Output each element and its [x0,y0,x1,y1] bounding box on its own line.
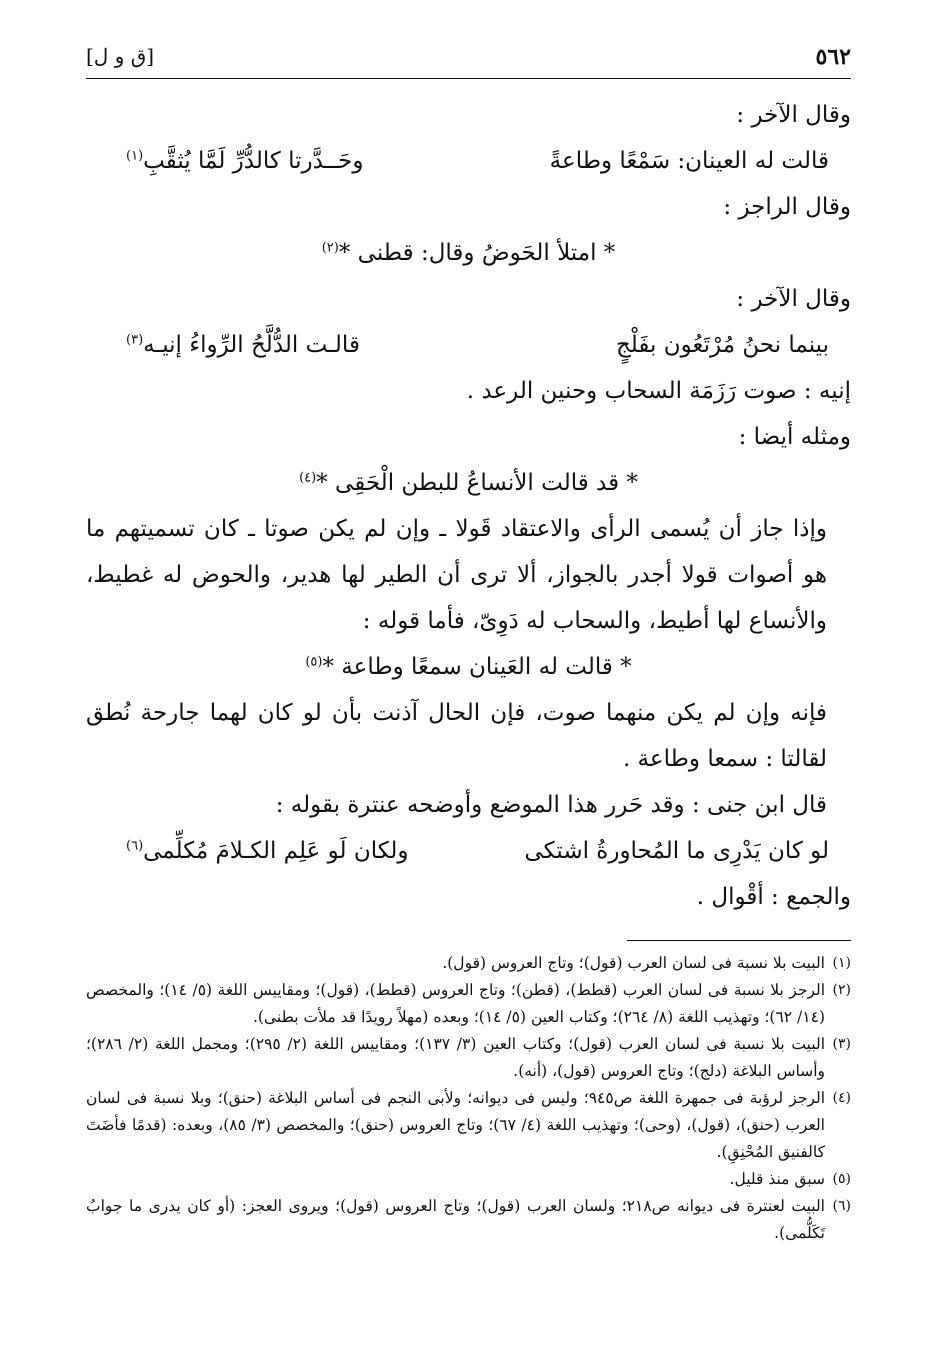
paragraph: وإذا جاز أن يُسمى الرأى والاعتقاد قَولا ـ وإن لم يكن صوتا ـ كان تسميتهم ما هو أصوات قولا أجدر بالجواز، ألا ترى أن الطير لها هدير، والحوض له غطيط، والأنساع لها أطيط، والسحاب له دَوِىّ، فأما قوله : [86,516,827,634]
text-line: وقال الآخر : [736,286,851,312]
verse-line [86,828,851,874]
rajaz-line: * امتلأ الحَوضُ وقال: قطنى *$^{(٢)}$ [321,240,616,266]
footnote-ref: (١) [126,148,144,164]
footnote-number: (٦) [832,1198,851,1214]
footnote-ref: (٤) [299,470,317,486]
footnote-number: (٣) [832,1036,851,1052]
footnote-ref: (٥) [305,654,323,670]
verse-hemistich-right: لو كان يَدْرِى ما المُحاورةُ اشتكى [524,838,829,864]
footnote-text: البيت بلا نسبة فى لسان العرب (قول)؛ وكتاب العين (٣/ ١٣٧)؛ ومقاييس اللغة (٢/ ٢٩٥)؛ ومجمل اللغة (٢/ ٢٨٦)؛ وأساس البلاغة (دلج)؛ وتاج العروس (قول)، (أنه). [86,1035,826,1080]
paragraph: فإنه وإن لم يكن منهما صوت، فإن الحال آذنت بأن لو كان لهما جارحة نُطق لقالتا : سمعا وطاعة . [86,700,827,772]
footnote [86,1085,851,1166]
text-line: وقال الآخر : [736,102,851,128]
verse-hemistich-left: وحَــدَّرتا كالدُّرِّ لَمَّا يُثقَّبِ$^{(١)}$ [126,148,364,174]
rajaz-line: * قد قالت الأنساعُ للبطن الْحَقِى *$^{(٤)}$ [299,470,638,496]
footnote-number: (١) [832,955,851,971]
text-line: إنيه : صوت رَزَمَة السحاب وحنين الرعد . [466,378,851,404]
footnote-text: سبق منذ قليل. [729,1170,825,1188]
footnote-number: (٢) [832,982,851,998]
footnote-ref: (٣) [126,332,144,348]
text-line: ومثله أيضا : [738,424,851,450]
text-line: قال ابن جنى : وقد حَرر هذا الموضع وأوضحه عنترة بقوله : [275,792,827,818]
footnote [86,1031,851,1085]
footnote-text: البيت لعنترة فى ديوانه ص٢١٨؛ ولسان العرب (قول)؛ وتاج العروس (قول)؛ ويروى العجز: (أو كان يدرى ما جوابُ تَكَلُّمى). [86,1197,825,1242]
footnote-number: (٥) [832,1171,851,1187]
footnote [86,950,851,977]
main-text [86,92,851,920]
verse-hemistich-right: قالت له العينان: سَمْعًا وطاعةً [549,148,829,174]
footnote-divider [627,940,851,941]
verse-line [86,322,851,368]
footnote [86,1193,851,1247]
footnote [86,1166,851,1193]
footnote-text: البيت بلا نسبة فى لسان العرب (قول)؛ وتاج العروس (قول). [442,954,825,972]
verse-hemistich-left: قالـت الدُّلَّحُ الرِّواءُ إنيـه$^{(٣)}$ [126,332,360,358]
verse-hemistich-right: بينما نحنُ مُرْتَعُون بفَلْجٍ [615,332,829,358]
text-line: والجمع : أقْوال . [696,884,851,910]
footnotes [86,950,851,1247]
running-head: [ق و ل] [86,44,155,68]
footnote-number: (٤) [832,1090,851,1106]
footnote-ref: (٦) [126,838,144,854]
verse-line [86,138,851,184]
page-number: ٥٦٢ [815,44,851,70]
rajaz-line: * قالت له العَينان سمعًا وطاعة *$^{(٥)}$ [305,654,632,680]
footnote [86,977,851,1031]
text-line: وقال الراجز : [723,194,851,220]
footnote-text: الرجز بلا نسبة فى لسان العرب (قطط)، (قطن)؛ وتاج العروس (قطط)، (قول)؛ ومقاييس اللغة (٥/ ١٤)؛ والمخصص (١٤/ ٦٢)؛ وتهذيب اللغة (٨/ ٢٦٤)؛ وكتاب العين (٥/ ١٤)؛ وبعده (مهلاً رويدًا قد ملأت بطنى). [86,981,826,1026]
verse-hemistich-left: ولكان لَو عَلِم الكـلامَ مُكلِّمى$^{(٦)}$ [126,838,409,864]
page-header [86,44,851,79]
footnote-text: الرجز لرؤبة فى جمهرة اللغة ص٩٤٥؛ وليس فى ديوانه؛ ولأبى النجم فى أساس البلاغة (حنق)؛ وبلا نسبة فى لسان العرب (حنق)، (قول)، (وحى)؛ وتهذيب اللغة (٤/ ٦٧)؛ وتاج العروس (حنق)؛ والمخصص (٣/ ٨٥)، وبعده: (قدمًا فأضَتَ كالفنيق المُحْنِقِ). [86,1089,825,1161]
footnote-ref: (٢) [321,240,339,256]
